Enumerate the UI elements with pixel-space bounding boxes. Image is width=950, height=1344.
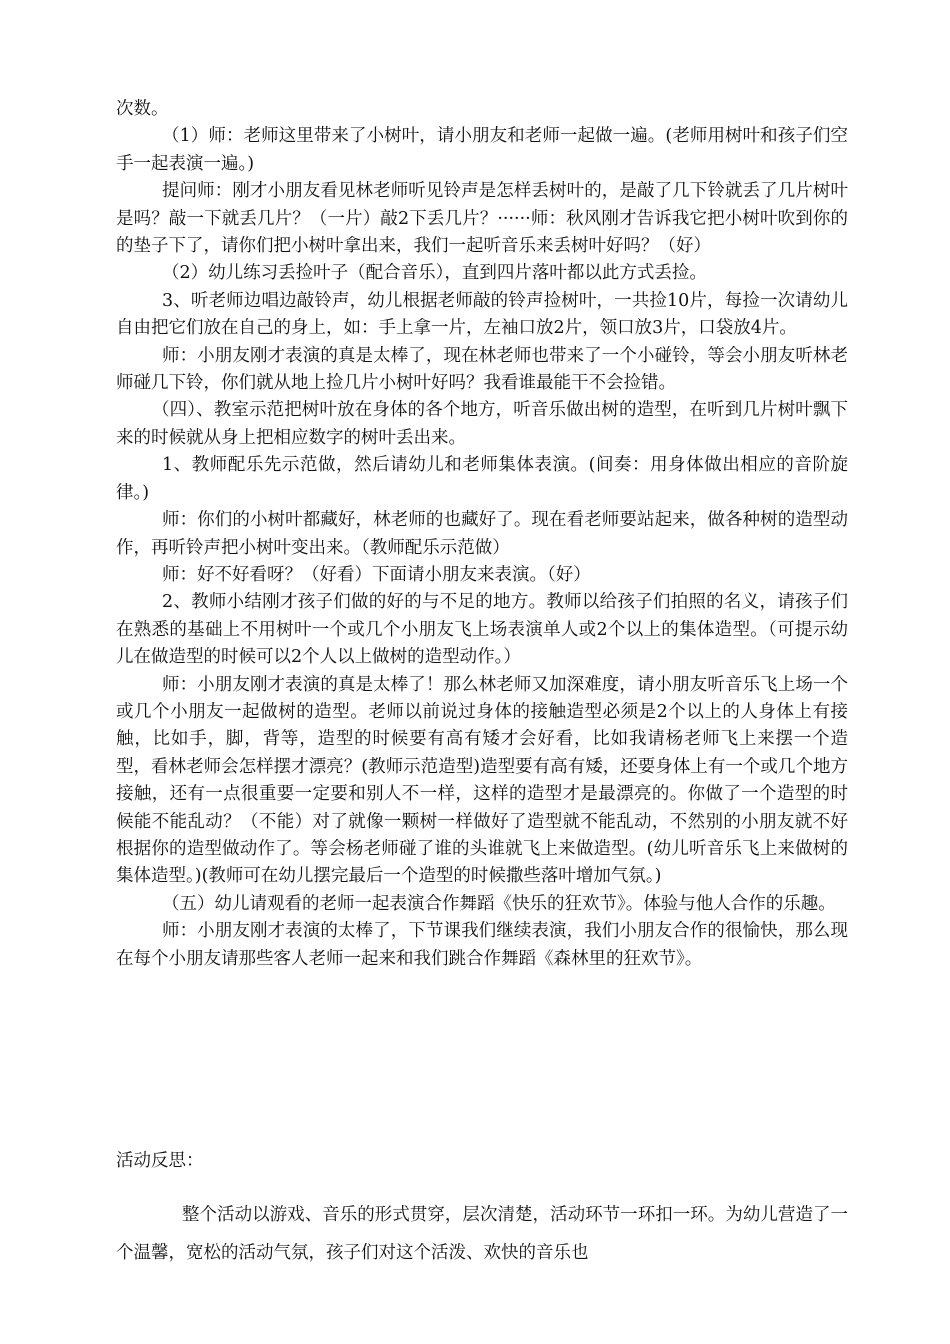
paragraph-question: 提问师：刚才小朋友看见林老师听见铃声是怎样丢树叶的，是敲了几下铃就丢了几片树叶是吗？敲一下就丢几片？（一片）敲2下丢几片？······师：秋风刚才告诉我它把小树叶吹到你的的垫子下了，请你们把小树叶拿出来，我们一起听音乐来丢树叶好吗？（好）	[116, 181, 848, 257]
paragraph-demo: 1、教师配乐先示范做，然后请幼儿和老师集体表演。(间奏：用身体做出相应的音阶旋律。)	[116, 455, 848, 503]
paragraph-continuation: 次数。	[116, 99, 169, 119]
paragraph-step-3: 3、听老师边唱边敲铃声，幼儿根据老师敲的铃声捡树叶，一共捡10片，每捡一次请幼儿自由把它们放在自己的身上，如：手上拿一片，左袖口放2片，领口放3片，口袋放4片。	[116, 290, 848, 339]
reflection-title: 活动反思：	[116, 1151, 204, 1171]
paragraph-section-5: （五）幼儿请观看的老师一起表演合作舞蹈《快乐的狂欢节》。体验与他人合作的乐趣。	[162, 893, 836, 914]
paragraph-summary: 2、教师小结刚才孩子们做的好的与不足的地方。教师以给孩子们拍照的名义，请孩子们在熟悉的基础上不用树叶一个或几个小朋友飞上场表演单人或2个以上的集体造型。（可提示幼儿在做造型的时候可以2个人以上做树的造型动作。）	[116, 592, 848, 668]
paragraph-teacher-bell: 师：小朋友刚才表演的真是太棒了，现在林老师也带来了一个小碰铃，等会小朋友听林老师碰几下铃，你们就从地上捡几片小树叶好吗？我看谁最能干不会捡错。	[116, 345, 848, 394]
reflection-section	[116, 1146, 848, 1272]
lesson-body	[116, 96, 848, 973]
reflection-body: 整个活动以游戏、音乐的形式贯穿，层次清楚，活动环节一环扣一环。为幼儿营造了一个温馨，宽松的活动气氛，孩子们对这个活泼、欢快的音乐也	[116, 1205, 848, 1263]
paragraph-step-1: （1）师：老师这里带来了小树叶，请小朋友和老师一起做一遍。(老师用树叶和孩子们空手一起表演一遍。)	[116, 126, 848, 174]
paragraph-teacher-ask: 师：好不好看呀？（好看）下面请小朋友来表演。（好）	[162, 564, 591, 585]
paragraph-section-4: （四）、教室示范把树叶放在身体的各个地方，听音乐做出树的造型，在听到几片树叶飘下来的时候就从身上把相应数字的树叶丢出来。	[116, 400, 848, 448]
paragraph-closing: 师：小朋友刚才表演的太棒了，下节课我们继续表演，我们小朋友合作的很愉快，那么现在每个小朋友请那些客人老师一起来和我们跳合作舞蹈《森林里的狂欢节》。	[116, 921, 848, 969]
paragraph-teacher-hide: 师：你们的小树叶都藏好，林老师的也藏好了。现在看老师要站起来，做各种树的造型动作，再听铃声把小树叶变出来。（教师配乐示范做）	[116, 510, 848, 558]
paragraph-step-2: （2）幼儿练习丢捡叶子（配合音乐），直到四片落叶都以此方式丢捡。	[162, 263, 707, 284]
paragraph-group-pose: 师：小朋友刚才表演的真是太棒了！那么林老师又加深难度，请小朋友听音乐飞上场一个或几个小朋友一起做树的造型。老师以前说过身体的接触造型必须是2个以上的人身体上有接触，比如手，脚，背等，造型的时候要有高有矮才会好看，比如我请杨老师飞上来摆一个造型，看林老师会怎样摆才漂亮？(教师示范造型)造型要有高有矮，还要身体上有一个或几个地方接触，还有一点很重要一定要和别人不一样，这样的造型才是最漂亮的。你做了一个造型的时候能不能乱动？（不能）对了就像一颗树一样做好了造型就不能乱动，不然别的小朋友就不好根据你的造型做动作了。等会杨老师碰了谁的头谁就飞上来做造型。(幼儿听音乐飞上来做树的集体造型。)(教师可在幼儿摆完最后一个造型的时候撒些落叶增加气氛。)	[116, 674, 848, 887]
